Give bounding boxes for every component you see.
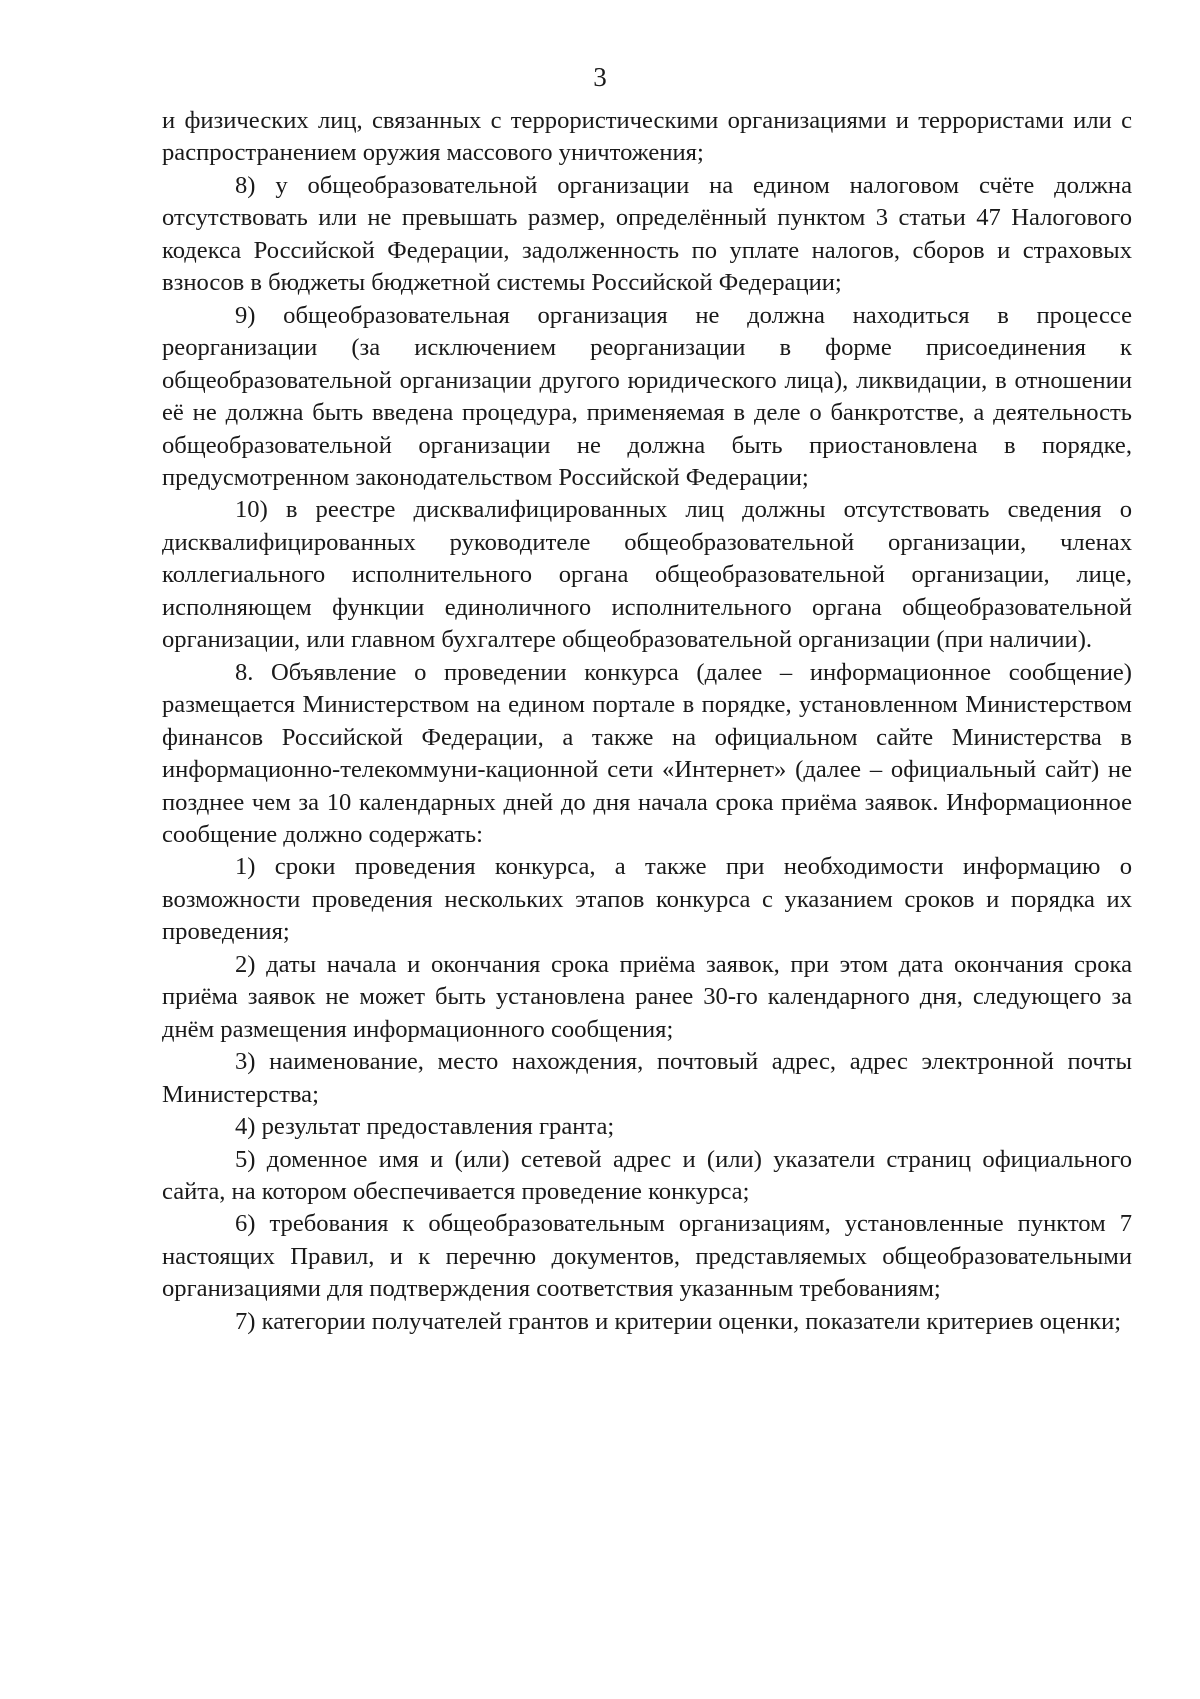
paragraph-announcement-item-2: 2) даты начала и окончания срока приёма заявок, при этом дата окончания срока приёма заявок не может быть установлена ранее 30-го календарного дня, следующего за днём размещения информационного сообщения; bbox=[162, 950, 1132, 1043]
paragraph-announcement-item-5: 5) доменное имя и (или) сетевой адрес и (или) указатели страниц официального сайта, на котором обеспечивается проведение конкурса; bbox=[162, 1145, 1132, 1205]
paragraph-continuation: и физических лиц, связанных с террористическими организациями и террористами или с распространением оружия массового уничтожения; bbox=[162, 107, 1132, 167]
paragraph-announcement-item-4: 4) результат предоставления гранта; bbox=[235, 1113, 615, 1141]
paragraph-item-8-tax-debt: 8) у общеобразовательной организации на едином налоговом счёте должна отсутствовать или не превышать размер, определённый пунктом 3 статьи 47 Налогового кодекса Российской Федерации, задолженность по уплате налогов, сборов и страховых взносов в бюджеты бюджетной системы Российской Федерации; bbox=[162, 171, 1132, 297]
paragraph-announcement-item-7: 7) категории получателей грантов и критерии оценки, показатели критериев оценки; bbox=[235, 1307, 1122, 1335]
paragraph-item-9-reorganization: 9) общеобразовательная организация не должна находиться в процессе реорганизации (за исключением реорганизации в форме присоединения к общеобразовательной организации другого юридического лица), ликвидации, в отношении её не должна быть введена процедура, применяемая в деле о банкротстве, а деятельность общеобразовательной организации не должна быть приостановлена в порядке, предусмотренном законодательством Российской Федерации; bbox=[162, 301, 1132, 491]
page-number: 3 bbox=[593, 62, 607, 92]
paragraph-announcement-item-3: 3) наименование, место нахождения, почтовый адрес, адрес электронной почты Министерства; bbox=[162, 1048, 1132, 1108]
paragraph-section-8-announcement: 8. Объявление о проведении конкурса (далее – информационное сообщение) размещается Министерством на едином портале в порядке, установленном Министерством финансов Российской Федерации, а также на официальном сайте Министерства в информационно-телекоммуни-кационной сети «Интернет» (далее – официальный сайт) не позднее чем за 10 календарных дней до дня начала срока приёма заявок. Информационное сообщение должно содержать: bbox=[162, 658, 1132, 848]
paragraph-announcement-item-6: 6) требования к общеобразовательным организациям, установленные пунктом 7 настоящих Правил, и к перечню документов, представляемых общеобразовательными организациями для подтверждения соответствия указанным требованиям; bbox=[162, 1210, 1132, 1303]
document-body bbox=[162, 105, 1132, 1338]
paragraph-item-10-disqualified-persons: 10) в реестре дисквалифицированных лиц должны отсутствовать сведения о дисквалифицированных руководителе общеобразовательной организации, членах коллегиального исполнительного органа общеобразовательной организации, лице, исполняющем функции единоличного исполнительного органа общеобразовательной организации, или главном бухгалтере общеобразовательной организации (при наличии). bbox=[162, 496, 1132, 654]
paragraph-announcement-item-1: 1) сроки проведения конкурса, а также при необходимости информацию о возможности проведения нескольких этапов конкурса с указанием сроков и порядка их проведения; bbox=[162, 853, 1132, 946]
